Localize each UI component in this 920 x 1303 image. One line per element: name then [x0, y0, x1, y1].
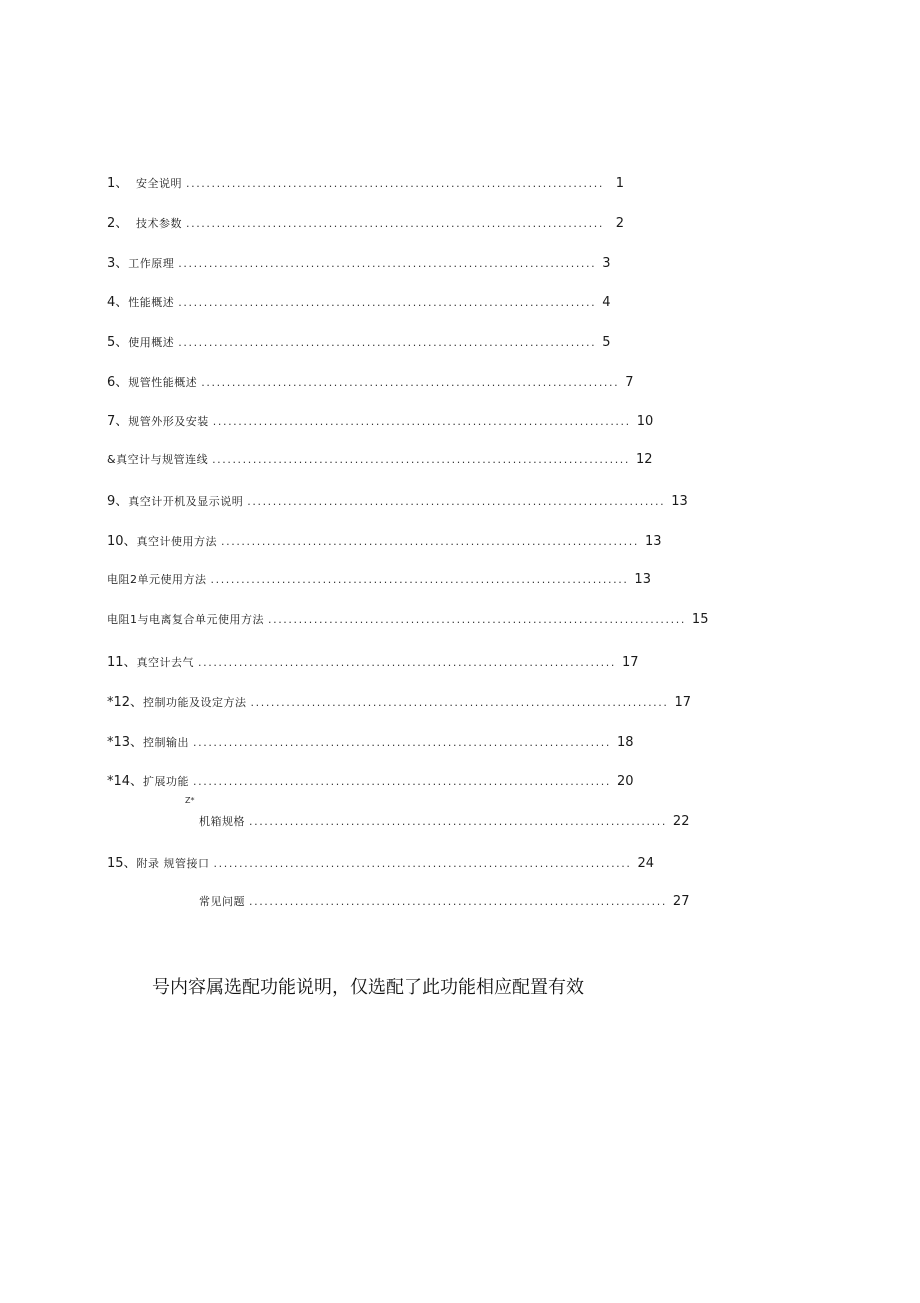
- toc-leader-dots: ..................................................................................: [193, 736, 611, 749]
- toc-entry-title: 控制输出: [143, 736, 190, 749]
- toc-entry-title: 电阻1与电离复合单元使用方法: [107, 613, 264, 626]
- toc-entry[interactable]: [107, 172, 624, 192]
- toc-leader-dots: ..................................................................................: [193, 775, 611, 788]
- toc-entry-number: 7、: [107, 414, 129, 429]
- toc-leader-dots: ..................................................................................: [186, 177, 604, 190]
- toc-entry[interactable]: [107, 852, 655, 872]
- toc-entry-number: *14、: [107, 774, 144, 789]
- toc-entry-page: 27: [672, 894, 690, 909]
- toc-entry-title: 电阻2单元使用方法: [107, 573, 207, 586]
- toc-entry-page: 10: [636, 414, 654, 429]
- toc-entry-page: 7: [625, 375, 634, 390]
- toc-entry-number: 6、: [107, 375, 129, 390]
- toc-leader-dots: ..................................................................................: [210, 573, 629, 586]
- toc-entry-number: *12、: [107, 695, 144, 710]
- toc-entry-page: 17: [621, 655, 639, 670]
- toc-entry-title: 扩展功能: [143, 775, 190, 788]
- toc-entry[interactable]: [107, 331, 611, 351]
- toc-leader-dots: ..................................................................................: [249, 815, 667, 828]
- toc-entry-title: 工作原理: [128, 257, 175, 270]
- toc-leader-dots: ..................................................................................: [178, 257, 597, 270]
- toc-entry-page: 12: [636, 452, 653, 467]
- toc-entry-number: 9、: [107, 494, 129, 509]
- toc-entry[interactable]: [199, 893, 690, 913]
- toc-leader-dots: ..................................................................................: [268, 613, 686, 626]
- toc-entry-number: 4、: [107, 295, 129, 310]
- toc-entry-number: 2、: [107, 216, 129, 231]
- toc-entry-title: 常见问题: [199, 895, 245, 908]
- toc-entry-number: 10、: [107, 534, 137, 549]
- toc-entry[interactable]: [107, 252, 611, 272]
- toc-entry-page: 1: [615, 176, 624, 191]
- margin-marker: Z*: [185, 796, 195, 805]
- toc-entry[interactable]: [107, 651, 639, 671]
- toc-entry[interactable]: [107, 371, 634, 391]
- toc-entry-title: 技术参数: [136, 217, 182, 230]
- toc-entry-title: 真空计去气: [136, 656, 195, 669]
- toc-entry-title: 使用概述: [128, 336, 175, 349]
- toc-entry-page: 13: [671, 494, 688, 509]
- toc-entry-number: 1、: [107, 176, 129, 191]
- toc-entry-page: 17: [674, 695, 692, 710]
- toc-entry[interactable]: [107, 571, 651, 591]
- toc-entry[interactable]: [107, 691, 692, 711]
- toc-entry-page: 20: [616, 774, 634, 789]
- toc-entry-title: 真空计开机及显示说明: [128, 495, 244, 508]
- toc-leader-dots: ..................................................................................: [250, 696, 669, 709]
- toc-entry-number: 5、: [107, 335, 129, 350]
- toc-entry[interactable]: [107, 490, 688, 510]
- toc-entry-title: 附录 规管接口: [136, 857, 210, 870]
- toc-entry-page: 2: [615, 216, 624, 231]
- toc-leader-dots: ..................................................................................: [198, 656, 616, 669]
- optional-feature-note: 号内容属选配功能说明，仅选配了此功能相应配置有效: [152, 977, 584, 998]
- toc-entry-page: 22: [672, 814, 690, 829]
- toc-entry[interactable]: [107, 611, 709, 631]
- toc-entry-page: 3: [602, 256, 611, 271]
- toc-entry-title: &真空计与规管连线: [107, 453, 209, 466]
- toc-leader-dots: ..................................................................................: [247, 495, 666, 508]
- toc-entry[interactable]: [107, 451, 653, 471]
- toc-leader-dots: ..................................................................................: [186, 217, 604, 230]
- toc-entry-page: 24: [637, 856, 655, 871]
- toc-entry-number: *13、: [107, 735, 144, 750]
- toc-entry-number: 15、: [107, 856, 137, 871]
- toc-entry-title: 控制功能及设定方法: [143, 696, 247, 709]
- toc-entry-page: 18: [616, 735, 634, 750]
- toc-entry-title: 规管外形及安装: [128, 415, 209, 428]
- toc-leader-dots: ..................................................................................: [212, 453, 630, 466]
- toc-leader-dots: ..................................................................................: [201, 376, 620, 389]
- toc-entry-page: 5: [602, 335, 611, 350]
- toc-entry-page: 4: [602, 295, 611, 310]
- toc-entry[interactable]: [199, 813, 690, 833]
- toc-entry-title: 规管性能概述: [128, 376, 198, 389]
- toc-entry-page: 15: [691, 612, 709, 627]
- toc-entry-page: 13: [644, 534, 662, 549]
- toc-leader-dots: ..................................................................................: [178, 296, 597, 309]
- toc-leader-dots: ..................................................................................: [221, 535, 639, 548]
- toc-leader-dots: ..................................................................................: [212, 415, 631, 428]
- toc-entry[interactable]: [107, 291, 611, 311]
- toc-entry-title: 机箱规格: [199, 815, 245, 828]
- toc-leader-dots: ..................................................................................: [213, 857, 632, 870]
- toc-entry[interactable]: [107, 530, 662, 550]
- toc-entry-title: 安全说明: [136, 177, 182, 190]
- toc-leader-dots: ..................................................................................: [178, 336, 597, 349]
- toc-entry-number: 11、: [107, 655, 137, 670]
- toc-entry[interactable]: [107, 770, 634, 790]
- toc-entry[interactable]: [107, 410, 654, 430]
- toc-entry-number: 3、: [107, 256, 129, 271]
- toc-entry-page: 13: [634, 572, 651, 587]
- toc-leader-dots: ..................................................................................: [249, 895, 667, 908]
- toc-entry[interactable]: [107, 731, 634, 751]
- toc-entry-title: 真空计使用方法: [136, 535, 218, 548]
- toc-entry[interactable]: [107, 212, 624, 232]
- toc-entry-title: 性能概述: [128, 296, 175, 309]
